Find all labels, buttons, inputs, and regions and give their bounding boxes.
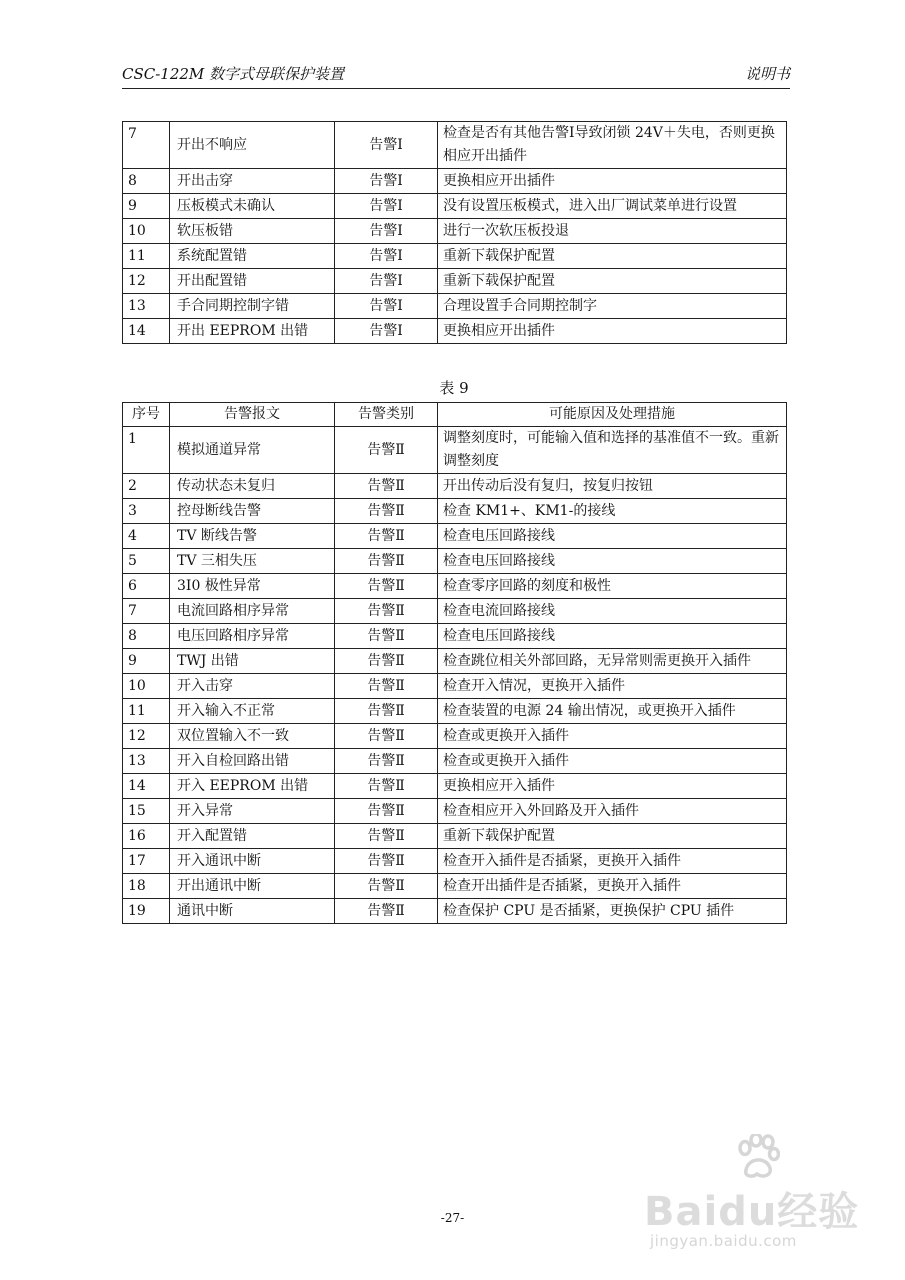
alarm-action: 更换相应开出插件: [438, 319, 787, 344]
table-row: [123, 319, 787, 344]
row-number: 15: [123, 799, 170, 824]
alarm-message: 通讯中断: [170, 899, 335, 924]
table-row: [123, 849, 787, 874]
table-row: [123, 194, 787, 219]
alarm-action: 检查开入情况，更换开入插件: [438, 674, 787, 699]
row-number: 11: [123, 244, 170, 269]
table-row: [123, 824, 787, 849]
table-row: [123, 874, 787, 899]
table8-body: [123, 122, 787, 344]
table-row: [123, 474, 787, 499]
table-row: [123, 674, 787, 699]
table-row: [123, 294, 787, 319]
alarm-action: 没有设置压板模式，进入出厂调试菜单进行设置: [438, 194, 787, 219]
alarm-category: 告警Ⅰ: [335, 194, 438, 219]
row-number: 14: [123, 319, 170, 344]
table-row: [123, 749, 787, 774]
alarm-message: 开出击穿: [170, 169, 335, 194]
alarm-message: 开入配置错: [170, 824, 335, 849]
alarm-message: 手合同期控制字错: [170, 294, 335, 319]
alarm-message: 开入输入不正常: [170, 699, 335, 724]
document-title: CSC-122M 数字式母联保护装置: [122, 65, 345, 83]
table-row: [123, 899, 787, 924]
alarm-action: 检查或更换开入插件: [438, 749, 787, 774]
alarm-action: 开出传动后没有复归，按复归按钮: [438, 474, 787, 499]
alarm-category: 告警Ⅱ: [335, 427, 438, 474]
baidu-watermark: [640, 1130, 870, 1260]
row-number: 12: [123, 269, 170, 294]
alarm-message: 模拟通道异常: [170, 427, 335, 474]
row-number: 4: [123, 524, 170, 549]
table-row: [123, 549, 787, 574]
row-number: 1: [123, 427, 170, 474]
table-header-row: [123, 403, 787, 427]
alarm-message: 压板模式未确认: [170, 194, 335, 219]
alarm-action: 检查电压回路接线: [438, 549, 787, 574]
table-row: [123, 774, 787, 799]
alarm-action: 检查零序回路的刻度和极性: [438, 574, 787, 599]
watermark-url: jingyan.baidu.com: [650, 1232, 797, 1250]
alarm-category: 告警Ⅱ: [335, 899, 438, 924]
row-number: 18: [123, 874, 170, 899]
alarm-action: 检查电压回路接线: [438, 524, 787, 549]
alarm-category: 告警Ⅰ: [335, 319, 438, 344]
header-category: 告警类别: [335, 403, 438, 427]
alarm-message: 电压回路相序异常: [170, 624, 335, 649]
alarm-category: 告警Ⅱ: [335, 524, 438, 549]
alarm-action: 合理设置手合同期控制字: [438, 294, 787, 319]
alarm-message: 控母断线告警: [170, 499, 335, 524]
table-row: [123, 799, 787, 824]
alarm-action: 检查装置的电源 24 输出情况，或更换开入插件: [438, 699, 787, 724]
alarm-category: 告警Ⅱ: [335, 799, 438, 824]
alarm-action: 重新下载保护配置: [438, 269, 787, 294]
alarm-message: 开入异常: [170, 799, 335, 824]
row-number: 16: [123, 824, 170, 849]
table-row: [123, 169, 787, 194]
alarm-action: 检查电流回路接线: [438, 599, 787, 624]
alarm-message: 开入自检回路出错: [170, 749, 335, 774]
page-header: [122, 62, 790, 89]
alarm-category: 告警Ⅱ: [335, 499, 438, 524]
alarm-action: 更换相应开出插件: [438, 169, 787, 194]
table-row: [123, 219, 787, 244]
alarm-action: 检查保护 CPU 是否插紧，更换保护 CPU 插件: [438, 899, 787, 924]
row-number: 14: [123, 774, 170, 799]
table-row: [123, 599, 787, 624]
alarm-action: 检查跳位相关外部回路，无异常则需更换开入插件: [438, 649, 787, 674]
row-number: 13: [123, 294, 170, 319]
alarm-message: 开出 EEPROM 出错: [170, 319, 335, 344]
alarm-category: 告警Ⅰ: [335, 219, 438, 244]
alarm-action: 检查或更换开入插件: [438, 724, 787, 749]
row-number: 13: [123, 749, 170, 774]
alarm-category: 告警Ⅱ: [335, 649, 438, 674]
alarm-message: 开出配置错: [170, 269, 335, 294]
alarm-message: TV 断线告警: [170, 524, 335, 549]
alarm-message: 开入击穿: [170, 674, 335, 699]
alarm-message: 开出不响应: [170, 122, 335, 169]
alarm-category: 告警Ⅱ: [335, 549, 438, 574]
table-row: [123, 122, 787, 169]
alarm-category: 告警Ⅰ: [335, 122, 438, 169]
alarm-category: 告警Ⅱ: [335, 874, 438, 899]
alarm-action: 检查相应开入外回路及开入插件: [438, 799, 787, 824]
row-number: 10: [123, 219, 170, 244]
row-number: 11: [123, 699, 170, 724]
row-number: 10: [123, 674, 170, 699]
row-number: 5: [123, 549, 170, 574]
row-number: 9: [123, 649, 170, 674]
alarm-action: 检查 KM1+、KM1-的接线: [438, 499, 787, 524]
alarm-message: TV 三相失压: [170, 549, 335, 574]
alarm-action: 检查电压回路接线: [438, 624, 787, 649]
document-type: 说明书: [744, 65, 790, 83]
alarm-category: 告警Ⅱ: [335, 774, 438, 799]
alarm-action: 进行一次软压板投退: [438, 219, 787, 244]
alarm-action: 检查开出插件是否插紧，更换开入插件: [438, 874, 787, 899]
table-row: [123, 524, 787, 549]
alarm-category: 告警Ⅱ: [335, 674, 438, 699]
alarm-message: 电流回路相序异常: [170, 599, 335, 624]
alarm-action: 检查是否有其他告警Ⅰ导致闭锁 24V＋失电，否则更换相应开出插件: [438, 122, 787, 169]
watermark-brand: Baidu经验: [644, 1189, 860, 1235]
row-number: 19: [123, 899, 170, 924]
alarm-action: 重新下载保护配置: [438, 824, 787, 849]
page-number: -27-: [440, 1211, 465, 1225]
alarm-category: 告警Ⅱ: [335, 574, 438, 599]
alarm-table-continued: [122, 121, 787, 344]
header-message: 告警报文: [170, 403, 335, 427]
alarm-category: 告警Ⅰ: [335, 294, 438, 319]
alarm-category: 告警Ⅱ: [335, 849, 438, 874]
alarm-message: 开出通讯中断: [170, 874, 335, 899]
alarm-message: 软压板错: [170, 219, 335, 244]
alarm-message: 3I0 极性异常: [170, 574, 335, 599]
alarm-message: 传动状态未复归: [170, 474, 335, 499]
alarm-message: TWJ 出错: [170, 649, 335, 674]
alarm-message: 双位置输入不一致: [170, 724, 335, 749]
row-number: 8: [123, 169, 170, 194]
table-row: [123, 724, 787, 749]
table-row: [123, 574, 787, 599]
alarm-action: 重新下载保护配置: [438, 244, 787, 269]
row-number: 6: [123, 574, 170, 599]
table-row: [123, 699, 787, 724]
row-number: 3: [123, 499, 170, 524]
alarm-category: 告警Ⅱ: [335, 624, 438, 649]
alarm-message: 开入通讯中断: [170, 849, 335, 874]
table-row: [123, 427, 787, 474]
alarm-category: 告警Ⅱ: [335, 699, 438, 724]
row-number: 7: [123, 599, 170, 624]
row-number: 17: [123, 849, 170, 874]
row-number: 8: [123, 624, 170, 649]
alarm-action: 调整刻度时，可能输入值和选择的基准值不一致。重新调整刻度: [438, 427, 787, 474]
alarm-category: 告警Ⅰ: [335, 269, 438, 294]
table-row: [123, 244, 787, 269]
alarm-category: 告警Ⅱ: [335, 474, 438, 499]
alarm-category: 告警Ⅱ: [335, 724, 438, 749]
header-action: 可能原因及处理措施: [438, 403, 787, 427]
table-row: [123, 649, 787, 674]
alarm-table-9: [122, 402, 787, 924]
alarm-category: 告警Ⅰ: [335, 169, 438, 194]
header-no: 序号: [123, 403, 170, 427]
row-number: 7: [123, 122, 170, 169]
alarm-category: 告警Ⅱ: [335, 749, 438, 774]
alarm-message: 系统配置错: [170, 244, 335, 269]
paw-logo-icon: [736, 1134, 780, 1180]
table9-body: [123, 427, 787, 924]
alarm-category: 告警Ⅱ: [335, 824, 438, 849]
table-row: [123, 499, 787, 524]
alarm-category: 告警Ⅰ: [335, 244, 438, 269]
table-caption: 表 9: [439, 379, 469, 397]
table-row: [123, 269, 787, 294]
alarm-message: 开入 EEPROM 出错: [170, 774, 335, 799]
alarm-action: 更换相应开入插件: [438, 774, 787, 799]
alarm-category: 告警Ⅱ: [335, 599, 438, 624]
table-row: [123, 624, 787, 649]
row-number: 9: [123, 194, 170, 219]
row-number: 2: [123, 474, 170, 499]
row-number: 12: [123, 724, 170, 749]
alarm-action: 检查开入插件是否插紧，更换开入插件: [438, 849, 787, 874]
